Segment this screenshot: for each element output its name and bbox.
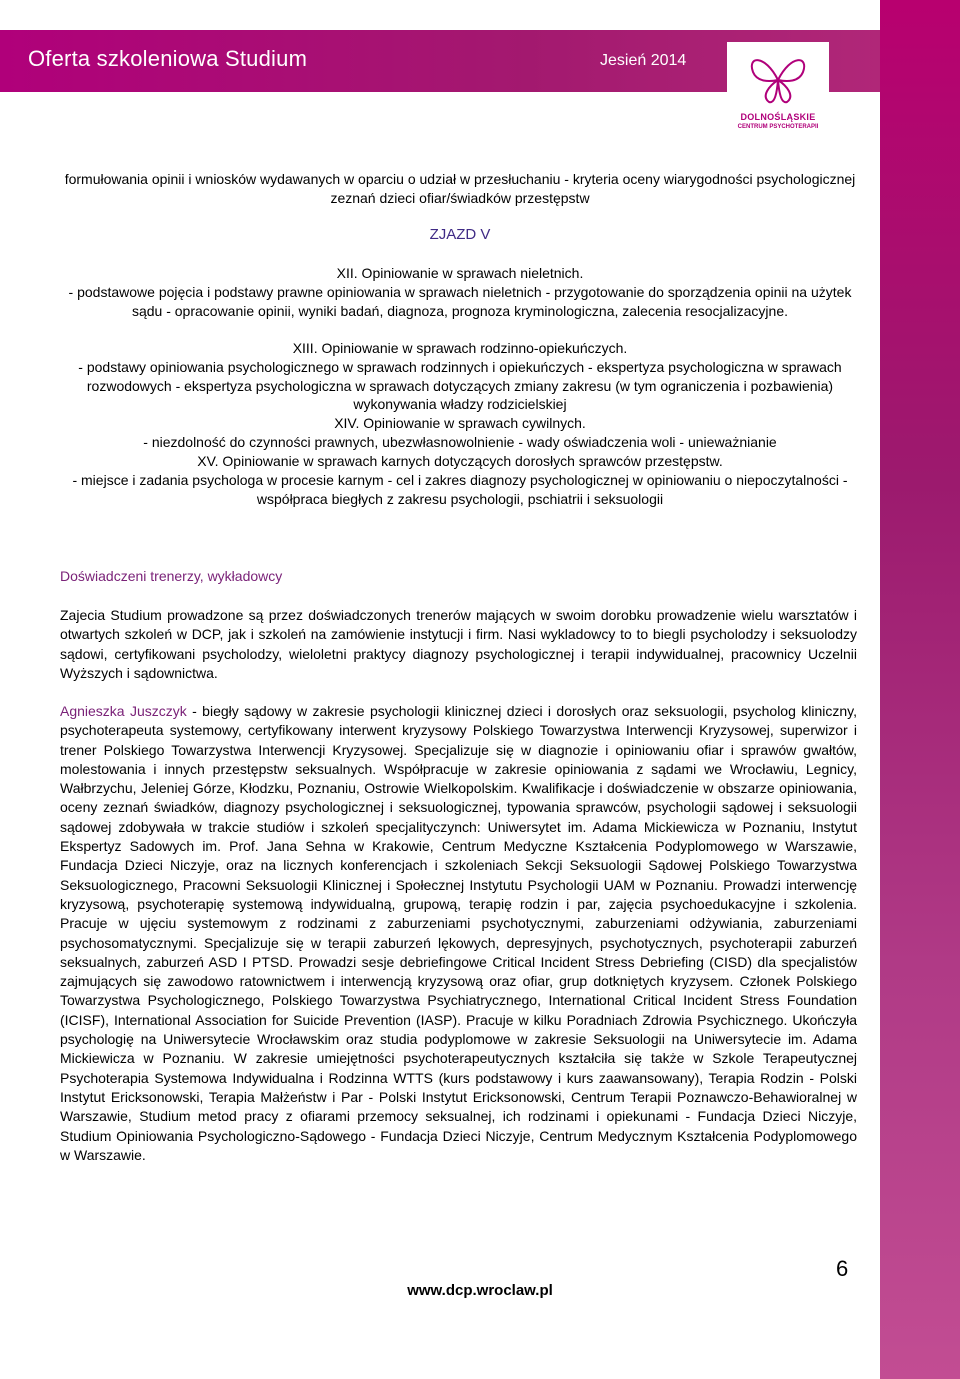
program-item: - podstawowe pojęcia i podstawy prawne opiniowania w sprawach nieletnich - przygotowanie do sporządzenia opinii na użytek sądu - opracowanie opinii, wyniki badań, diagnoza, prognoza kryminologiczna, zalecenia resocjalizacyjne. <box>68 284 852 319</box>
logo <box>727 42 829 140</box>
program-item: XIII. Opiniowanie w sprawach rodzinno-opiekuńczych. <box>292 340 628 356</box>
trainer-name: Agnieszka Juszczyk <box>60 703 187 719</box>
trainers-intro: Zajecia Studium prowadzone są przez doświadczonych trenerów mających w swoim dorobku prowadzenie wielu warsztatów i otwartych szkoleń w DCP, jak i szkoleń na zamówienie instytucji i firm. Nasi wykladowcy to to biegli psycholodzy i seksuolodzy sądowi, certyfikowani psycholodzy, wieloletni praktycy diagnozy psychologicznej i terapii indywidualnej, pracownicy Uczelnii Wyższych i sądownictwa. <box>60 607 857 681</box>
page-number: 6 <box>836 1256 849 1281</box>
trainer-bio <box>60 702 857 1165</box>
butterfly-logo-icon <box>745 46 811 110</box>
zjazd-heading: ZJAZD V <box>429 226 491 243</box>
season-label: Jesień 2014 <box>600 52 687 69</box>
program-item: - podstawy opiniowania psychologicznego w sprawach rodzinnych i opiekuńczych - ekspertyza psychologiczna w sprawach rozwodowych - ekspertyza psychologiczna w sprawach dotyczących zmiany zakresu (w tym ograniczenia i pozbawienia) wykonywania władzy rodzicielskiej <box>78 359 842 412</box>
program-item: XV. Opiniowanie w sprawach karnych dotyczących dorosłych sprawców przestępstw. <box>197 453 723 469</box>
program-item: XIV. Opiniowanie w sprawach cywilnych. <box>334 415 586 431</box>
page-title: Oferta szkoleniowa Studium <box>28 46 308 71</box>
program-intro: formułowania opinii i wniosków wydawanych w oparciu o udział w przesłuchaniu - kryteria oceny wiarygodności psychologicznej zeznań dzieci ofiar/świadków przestępstw <box>64 171 856 206</box>
program-item: - niezdolność do czynności prawnych, ubezwłasnowolnienie - wady oświadczenia woli - unieważnianie <box>143 434 777 450</box>
side-decoration-bar <box>880 0 960 1379</box>
logo-main-text: DOLNOŚLĄSKIE <box>740 112 816 122</box>
trainers-heading: Doświadczeni trenerzy, wykładowcy <box>60 568 283 584</box>
footer-url[interactable]: www.dcp.wroclaw.pl <box>407 1282 553 1299</box>
trainer-bio-text: - biegły sądowy w zakresie psychologii klinicznej dzieci i dorosłych oraz seksuologii, psycholog kliniczny, psychoterapeuta systemowy, certyfikowany interwent kryzysowy Polskiego Towarzystwa Interwencji Kryzysowej, superwizor i trener Polskiego Towarzystwa Interwencji Kryzysowej. Specjalizuje się w diagnozie i opiniowaniu ofiar i sprawów gwałtów, molestowania i innych przestępstw seksualnych. Współpracuje w zakresie opiniowania z sądami we Wrocławiu, Legnicy, Wałbrzychu, Jeleniej Górze, Kłodzku, Poznaniu, Ostrowie Wielkopolskim. Kwalifikacje i doświadczenie w obszarze opiniowania, oceny zeznań świadków, diagnozy psychologicznej i seksuologicznej, typowania sprawców, psychologii sądowej i seksuologii sądowej zdobywała w trakcie studiów i szkoleń specjalityczynch: Uniwersytet im. Adama Mickiewicza w Poznaniu, Instytut Ekspertyz Sadowych im. Prof. Jana Sehna w Krakowie, Centrum Medyczne Kształcenia Podyplomowego w Warszawie, Fundacja Dzieci Niczyje, oraz na licznych konferencjach i szkoleniach Sekcji Seksuologii Sądowej Polskiego Towarzystwa Seksuologicznego, Pracowni Seksuologii Klinicznej i Społecznej Instytutu Psychologii UAM w Poznaniu. Prowadzi interwencję kryzysową, psychoterapię systemową indywidualną, grupową, terapię rodzin i par, zajęcia psychoedukacyjne i szkolenia. Pracuje w ujęciu systemowym z rodzinami z zaburzeniami psychotycznymi, zaburzeniami odżywiania, zaburzeniami psychosomatycznymi. Specjalizuje się w terapii zaburzeń lękowych, depresyjnych, psychotycznych, psychoterapii zaburzeń seksualnych, zaburzeń ASD I PTSD. Prowadzi sesje debriefingowe Critical Incident Stress Debriefing (CISD) dla specjalistów zajmujących się zawodowo ratownictwem i interwencją kryzysową oraz ofiar, grup dotkniętych kryzysem. Członek Polskiego Towarzystwa Psychologicznego, Polskiego Towarzystwa Psychiatrycznego, International Critical Incident Stress Foundation (ICISF), International Association for Suicide Prevention (IASP). Pracuje w kilku Poradniach Zdrowia Psychicznego. Ukończyła psychologię na Uniwersytecie Wrocławskim oraz studia podyplomowe w zakresie Seksuologii na Uniwersytecie im. Adama Mickiewicza w Poznaniu. W zakresie umiejętności psychoterapeutycznych kształciła się także w Szkole Terapeutycznej Psychoterapia Systemowa Indywidualna i Rodzinna WTTS (kurs podstawowy i kurs zaawansowany), Terapia Rodzin - Polski Instytut Ericksonowski, Terapia Małżeństw i Par - Polski Instytut Ericksonowski, Centrum Terapii Poznawczo-Behawioralnej w Warszawie, Studium metod pracy z ofiarami przemocy seksualnej, ich rodzinami i opiekunami - Fundacja Dzieci Niczyje, Studium Opiniowania Psychologiczno-Sądowego - Fundacja Dzieci Niczyje, Centrum Medycznym Kształcenia Podyplomowego w Warszawie. <box>60 703 858 1163</box>
program-item: - miejsce i zadania psychologa w procesie karnym - cel i zakres diagnozy psychologicznej w opiniowaniu o niepoczytalności - współpraca biegłych z zakresu psychologii, pschiatrii i seksuologii <box>72 472 848 507</box>
program-item: XII. Opiniowanie w sprawach nieletnich. <box>336 265 584 281</box>
logo-sub-text: CENTRUM PSYCHOTERAPII <box>737 124 819 130</box>
